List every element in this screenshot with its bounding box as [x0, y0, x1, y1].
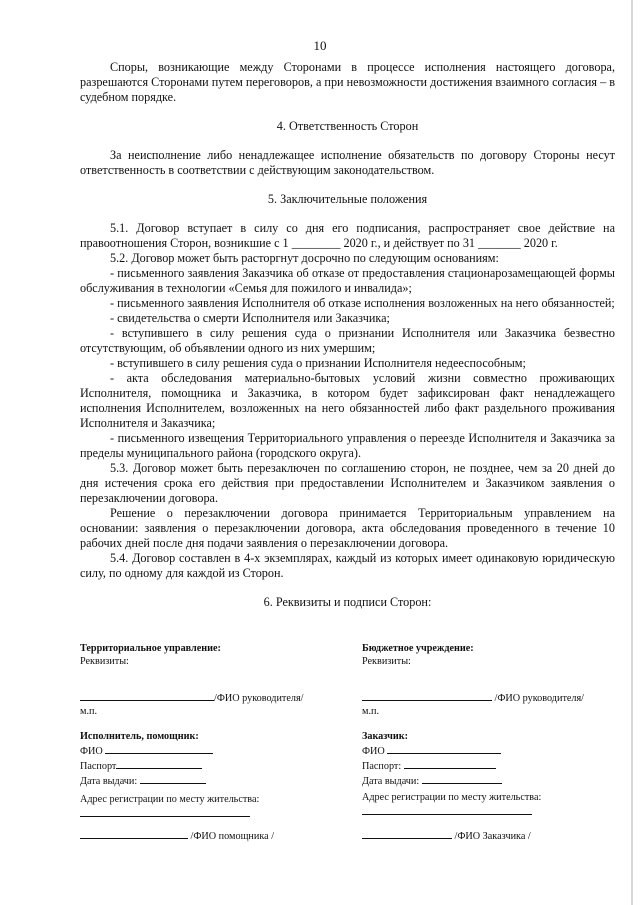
- spacer: [80, 581, 615, 595]
- paragraph: 5.4. Договор составлен в 4-х экземплярах, каждый из которых имеет одинаковую юридическую силу, по одному для каждой из Сторон.: [80, 551, 615, 580]
- customer-address-line: [362, 804, 532, 815]
- executor-issue-line: [140, 773, 206, 784]
- signature-line: [362, 690, 492, 701]
- paragraph: 5.3. Договор может быть перезаключен по соглашению сторон, не позднее, чем за 20 дней до дня истечения срока его действия при предоставлении Исполнителем и Заказчиком заявления о перезаключении договора.: [80, 461, 615, 505]
- customer-title: Заказчик:: [362, 731, 409, 742]
- executor-passport-label: Паспорт: [80, 761, 117, 772]
- paragraph: 5.1. Договор вступает в силу со дня его подписания, распространяет свое действие на правоотношения Сторон, возникшие с 1 ________ 2020 г., и действует по 31 _______ 2020 г.: [80, 221, 615, 250]
- customer-fio-line: [387, 743, 501, 754]
- executor-fio-line: [105, 743, 213, 754]
- customer-address-block: [362, 791, 541, 819]
- customer-fio-label: ФИО: [362, 746, 385, 757]
- paragraph: - акта обследования материально-бытовых условий жизни совместно проживающих Исполнителя, помощника и Заказчика, в котором будет зафиксирован факт ненадлежащего исполнения Исполнителем, возложенных на него обязанностей либо факт раздельного проживания Исполнителя и Заказчика;: [80, 371, 615, 430]
- right-org-block: [362, 642, 474, 668]
- paragraph: - письменного извещения Территориального управления о переезде Исполнителя и Заказчика за пределы муниципального района (городского округа).: [80, 431, 615, 460]
- executor-address-line: [80, 806, 250, 817]
- spacer: [80, 178, 615, 192]
- paragraph: За неисполнение либо ненадлежащее исполнение обязательств по договору Стороны несут ответственность в соответствии с действующим законодательством.: [80, 148, 615, 177]
- assistant-caption: /ФИО помощника /: [190, 831, 275, 842]
- signature-line: [80, 828, 188, 839]
- spacer: [80, 105, 615, 119]
- right-head-signature: [362, 690, 584, 718]
- section-heading: 6. Реквизиты и подписи Сторон:: [263, 595, 432, 609]
- section-heading: 5. Заключительные положения: [267, 192, 428, 206]
- customer-signature: [362, 828, 531, 843]
- right-requisites: Реквизиты:: [362, 656, 411, 667]
- executor-block: [80, 730, 213, 788]
- spacer: [80, 207, 615, 221]
- assistant-signature: [80, 828, 274, 843]
- customer-block: [362, 730, 502, 788]
- right-head-caption: /ФИО руководителя/: [494, 693, 585, 704]
- page-number: 10: [313, 38, 327, 53]
- executor-passport-line: [116, 758, 202, 769]
- contract-text: [80, 60, 615, 610]
- left-head-caption: /ФИО руководителя/: [214, 693, 304, 704]
- left-head-signature: [80, 690, 303, 718]
- left-org-block: [80, 642, 221, 668]
- right-org-title: Бюджетное учреждение:: [362, 643, 474, 654]
- left-requisites: Реквизиты:: [80, 656, 129, 667]
- executor-address-label: Адрес регистрации по месту жительства:: [80, 794, 260, 805]
- customer-issue-line: [422, 773, 502, 784]
- customer-issue-label: Дата выдачи:: [362, 776, 420, 787]
- paragraph: 5.2. Договор может быть расторгнут досрочно по следующим основаниям:: [110, 251, 499, 265]
- spacer: [80, 134, 615, 148]
- page-edge-line: [631, 0, 633, 905]
- customer-passport-label: Паспорт:: [362, 761, 402, 772]
- left-stamp-place: м.п.: [80, 706, 97, 717]
- executor-address-block: [80, 793, 259, 821]
- signature-line: [362, 828, 452, 839]
- executor-issue-label: Дата выдачи:: [80, 776, 138, 787]
- left-org-title: Территориальное управление:: [80, 643, 221, 654]
- executor-fio-label: ФИО: [80, 746, 103, 757]
- paragraph: Споры, возникающие между Сторонами в процессе исполнения настоящего договора, разрешаются Сторонами путем переговоров, а при невозможности достижения взаимного согласия – в судебном порядке.: [80, 60, 615, 104]
- signature-line: [80, 690, 214, 701]
- paragraph: - письменного заявления Заказчика об отказе от предоставления стационарозамещающей формы обслуживания в технологии «Семья для пожилого и инвалида»;: [80, 266, 615, 295]
- section-heading: 4. Ответственность Сторон: [276, 119, 419, 133]
- customer-address-label: Адрес регистрации по месту жительства:: [362, 792, 542, 803]
- right-stamp-place: м.п.: [362, 706, 379, 717]
- paragraph: - свидетельства о смерти Исполнителя или Заказчика;: [110, 311, 390, 325]
- customer-passport-line: [404, 758, 496, 769]
- paragraph: - вступившего в силу решения суда о признании Исполнителя недееспособным;: [110, 356, 526, 370]
- customer-caption: /ФИО Заказчика /: [454, 831, 531, 842]
- executor-title: Исполнитель, помощник:: [80, 731, 199, 742]
- paragraph: Решение о перезаключении договора принимается Территориальным управлением на основании: заявления о перезаключении договора, акта обследования проведенного в течение 10 рабочих дней после дня подачи заявления о перезаключении договора.: [80, 506, 615, 550]
- paragraph: - письменного заявления Исполнителя об отказе исполнения возложенных на него обязанностей;: [110, 296, 615, 310]
- paragraph: - вступившего в силу решения суда о признании Исполнителя или Заказчика безвестно отсутствующим, об объявлении одного из них умершим;: [80, 326, 615, 355]
